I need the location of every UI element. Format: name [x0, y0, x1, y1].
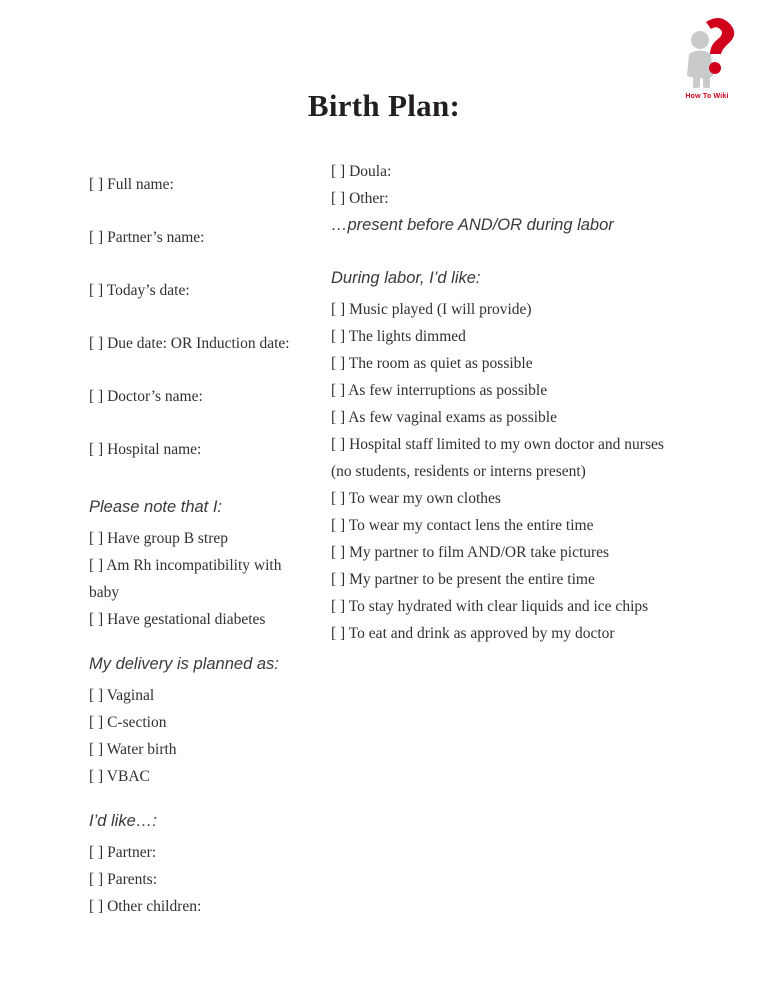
checkbox-partner[interactable]: [ ] Partner:: [89, 844, 157, 861]
note-present-before-during-labor: …present before AND/OR during labor: [331, 216, 614, 234]
checkbox-lights-dimmed[interactable]: [ ] The lights dimmed: [331, 328, 466, 345]
checkbox-water-birth[interactable]: [ ] Water birth: [89, 741, 177, 758]
checkbox-staff-limited[interactable]: [ ] Hospital staff limited to my own doctor and nurses (no students, residents or interns present): [331, 436, 668, 480]
checkbox-doula[interactable]: [ ] Doula:: [331, 163, 392, 180]
checkbox-gestational-diabetes[interactable]: [ ] Have gestational diabetes: [89, 611, 266, 628]
checkbox-few-vaginal-exams[interactable]: [ ] As few vaginal exams as possible: [331, 409, 557, 426]
checkbox-other[interactable]: [ ] Other:: [331, 190, 389, 207]
checkbox-c-section[interactable]: [ ] C-section: [89, 714, 167, 731]
checkbox-rh-incompatibility[interactable]: [ ] Am Rh incompatibility with baby: [89, 557, 286, 601]
checkbox-eat-and-drink[interactable]: [ ] To eat and drink as approved by my doctor: [331, 625, 615, 642]
left-column: [0, 158, 315, 920]
checkbox-group-b-strep[interactable]: [ ] Have group B strep: [89, 530, 229, 547]
checkbox-other-children[interactable]: [ ] Other children:: [89, 898, 202, 915]
field-todays-date[interactable]: [ ] Today’s date:: [89, 282, 190, 299]
checkbox-room-quiet[interactable]: [ ] The room as quiet as possible: [331, 355, 533, 372]
field-hospital-name[interactable]: [ ] Hospital name:: [89, 441, 202, 458]
section-heading-during-labor: During labor, I’d like:: [331, 269, 481, 287]
content-columns: [0, 158, 768, 920]
checkbox-few-interruptions[interactable]: [ ] As few interruptions as possible: [331, 382, 548, 399]
checkbox-stay-hydrated[interactable]: [ ] To stay hydrated with clear liquids and ice chips: [331, 598, 649, 615]
checkbox-contact-lens[interactable]: [ ] To wear my contact lens the entire time: [331, 517, 594, 534]
logo-caption: How To Wiki: [685, 93, 729, 100]
checkbox-parents[interactable]: [ ] Parents:: [89, 871, 158, 888]
checkbox-vbac[interactable]: [ ] VBAC: [89, 768, 150, 785]
field-full-name[interactable]: [ ] Full name:: [89, 176, 174, 193]
checkbox-vaginal[interactable]: [ ] Vaginal: [89, 687, 155, 704]
field-doctors-name[interactable]: [ ] Doctor’s name:: [89, 388, 203, 405]
checkbox-own-clothes[interactable]: [ ] To wear my own clothes: [331, 490, 501, 507]
checkbox-partner-present[interactable]: [ ] My partner to be present the entire time: [331, 571, 595, 588]
spacer: [331, 239, 675, 265]
section-heading-id-like: I’d like…:: [89, 812, 157, 830]
page-title: Birth Plan:: [307, 88, 461, 123]
section-heading-please-note: Please note that I:: [89, 498, 223, 516]
checkbox-music-played[interactable]: [ ] Music played (I will provide): [331, 301, 532, 318]
section-heading-delivery-planned: My delivery is planned as:: [89, 655, 279, 673]
field-partner-name[interactable]: [ ] Partner’s name:: [89, 229, 205, 246]
checkbox-partner-film[interactable]: [ ] My partner to film AND/OR take pictures: [331, 544, 610, 561]
right-column: [315, 158, 695, 920]
field-due-date[interactable]: [ ] Due date: OR Induction date:: [89, 335, 290, 352]
